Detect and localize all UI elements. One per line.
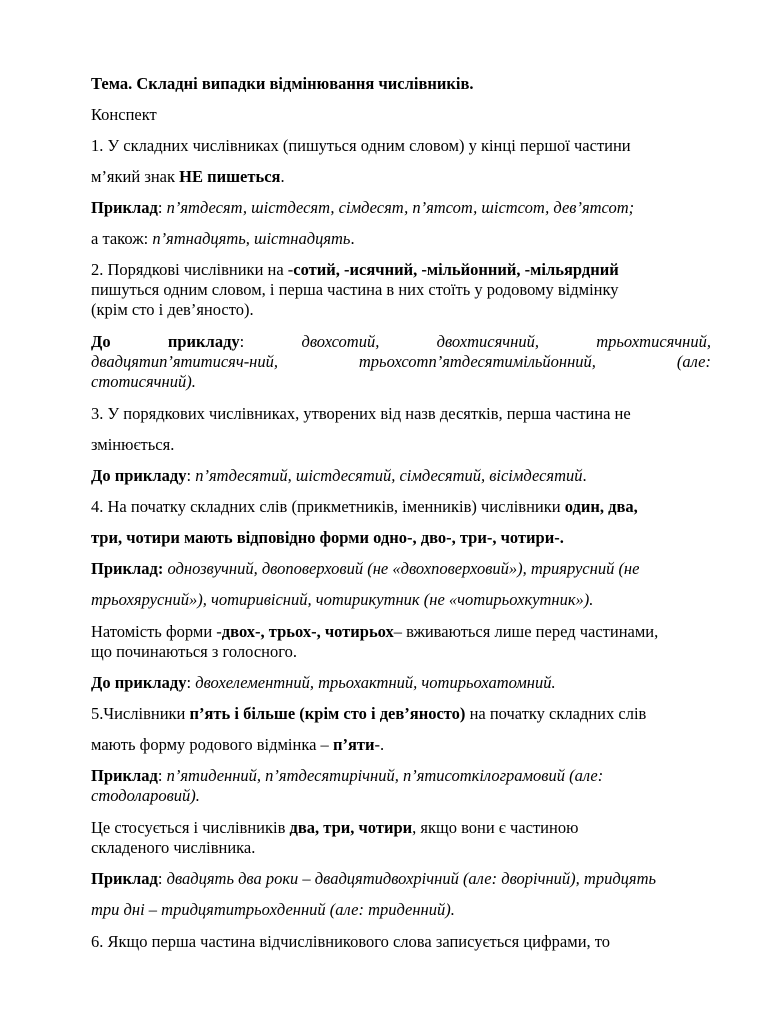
paragraph-4-line-2 — [91, 528, 564, 548]
paragraph-1-line-1: 1. У складних числівниках (пишуться одним словом) у кінці першої частини — [91, 136, 631, 155]
example-label: Приклад — [91, 198, 158, 217]
doc-title — [91, 74, 474, 94]
text-span: . — [582, 466, 587, 485]
example-6-line-1 — [91, 766, 603, 786]
paragraph-1-line-2 — [91, 167, 285, 187]
example-1-line-2 — [91, 229, 355, 249]
text-span: : — [186, 673, 196, 692]
paragraph-4-line-1 — [91, 497, 638, 517]
example-label — [168, 332, 244, 352]
text-span: Натомість форми - — [91, 622, 222, 641]
bold-span: НЕ пишеться — [179, 167, 281, 186]
italic-span: двадцятип’ятитисяч-ний, — [91, 352, 278, 371]
example-1-line-1 — [91, 198, 634, 218]
italic-span: п’ятиденний, п’ятдесятирічний, п’ятисоткілограмовий (але: — [166, 766, 604, 785]
text-span: : — [157, 198, 167, 217]
example-label: Приклад: — [91, 559, 164, 578]
bold-span: п’ять і більше (крім сто і дев’яносто) — [189, 704, 466, 723]
paragraph-8-line-1: 6. Якщо перша частина відчислівникового слова записується цифрами, то — [91, 932, 611, 951]
example-5-line-1 — [91, 673, 556, 693]
text-span: а також: — [91, 229, 153, 248]
example-label: Приклад — [91, 869, 158, 888]
title-text: Тема. Складні випадки відмінювання числівників. — [91, 74, 474, 93]
text-span: . — [280, 167, 285, 186]
example-label: До прикладу — [91, 466, 187, 485]
example-label: Приклад — [91, 766, 158, 785]
italic-span: стодоларовий). — [91, 786, 200, 805]
paragraph-5-line-1 — [91, 622, 658, 642]
italic-span: двохелементний, трьохактний, чотирьохатомний. — [195, 673, 556, 692]
bold-span: сотий, -исячний, -мільйонний, -мільярдний — [293, 260, 619, 279]
text-span: – вживаються лише перед частинами, — [393, 622, 659, 641]
italic-span: п’ятдесят, шістдесят, сімдесят, п’ятсот, шістсот, дев’ятсот; — [166, 198, 635, 217]
paragraph-5-line-2: що починаються з голосного. — [91, 642, 297, 661]
example-7-line-1 — [91, 869, 656, 889]
example-label: До — [91, 332, 111, 351]
italic-span: трьохярусний»), чотиривісний, чотирикутник (не «чотирьохкутник»). — [91, 590, 594, 609]
italic-span: трьохсотп’ятдесятимільйонний, — [358, 352, 596, 371]
bold-span: прикладу — [167, 332, 240, 351]
italic-span: стотисячний). — [91, 372, 196, 391]
italic-span: п’ятнадцять, шістнадцять — [152, 229, 351, 248]
example-label: До прикладу — [91, 673, 187, 692]
example-7-line-2 — [91, 900, 455, 920]
italic-span: однозвучний, двоповерховий (не «двохповерховий»), триярусний (не — [163, 559, 640, 578]
italic-span: п’ятдесятий, шістдесятий, сімдесятий, вісімдесятий — [195, 466, 583, 485]
example-4-line-2 — [91, 590, 593, 610]
example-2-line-1 — [91, 332, 711, 352]
example-6-line-2 — [91, 786, 200, 806]
bold-span: два, три, чотири — [289, 818, 413, 837]
paragraph-2-line-2: пишуться одним словом, і перша частина в них стоїть у родовому відмінку — [91, 280, 619, 299]
bold-span: п’яти — [332, 735, 375, 754]
italic-span: двохсотий, — [301, 332, 380, 351]
bold-span: один, два, — [564, 497, 638, 516]
paragraph-7-line-1 — [91, 818, 578, 838]
bold-span: три, чотири мають відповідно форми одно-, дво-, три-, чотири-. — [91, 528, 564, 547]
text-span: на початку складних слів — [465, 704, 647, 723]
paragraph-6-line-1 — [91, 704, 646, 724]
doc-subtitle: Конспект — [91, 105, 157, 124]
text-span: 5.Числівники — [91, 704, 190, 723]
paragraph-2-line-1 — [91, 260, 619, 280]
text-span: Це стосується і числівників — [91, 818, 290, 837]
bold-span: двох-, трьох-, чотирьох — [221, 622, 394, 641]
text-span: м’який знак — [91, 167, 180, 186]
text-span: мають форму родового відмінка – — [91, 735, 333, 754]
italic-span: (але: — [676, 352, 711, 371]
text-span: : — [239, 332, 245, 351]
text-span: : — [186, 466, 196, 485]
paragraph-7-line-2: складеного числівника. — [91, 838, 256, 857]
text-span: , якщо вони є частиною — [412, 818, 579, 837]
example-3-line-1 — [91, 466, 587, 486]
paragraph-3-line-1: 3. У порядкових числівниках, утворених від назв десятків, перша частина не — [91, 404, 631, 423]
italic-span: двохтисячний, — [436, 332, 539, 351]
italic-span: двадцять два роки – двадцятидвохрічний (але: дворічний), тридцять — [166, 869, 657, 888]
text-span: : — [157, 869, 167, 888]
italic-span: трьохтисячний, — [596, 332, 711, 351]
example-2-line-3 — [91, 372, 196, 392]
text-span: : — [157, 766, 167, 785]
example-2-line-2 — [91, 352, 711, 372]
text-span: . — [350, 229, 355, 248]
text-span: 2. Порядкові числівники на - — [91, 260, 294, 279]
paragraph-6-line-2 — [91, 735, 384, 755]
italic-span: три дні – тридцятитрьохденний (але: триденний). — [91, 900, 455, 919]
text-span: 4. На початку складних слів (прикметників, іменників) числівники — [91, 497, 565, 516]
paragraph-3-line-2: змінюється. — [91, 435, 175, 454]
paragraph-2-line-3: (крім сто і дев’яносто). — [91, 300, 254, 319]
text-span: -. — [374, 735, 385, 754]
example-4-line-1 — [91, 559, 639, 579]
